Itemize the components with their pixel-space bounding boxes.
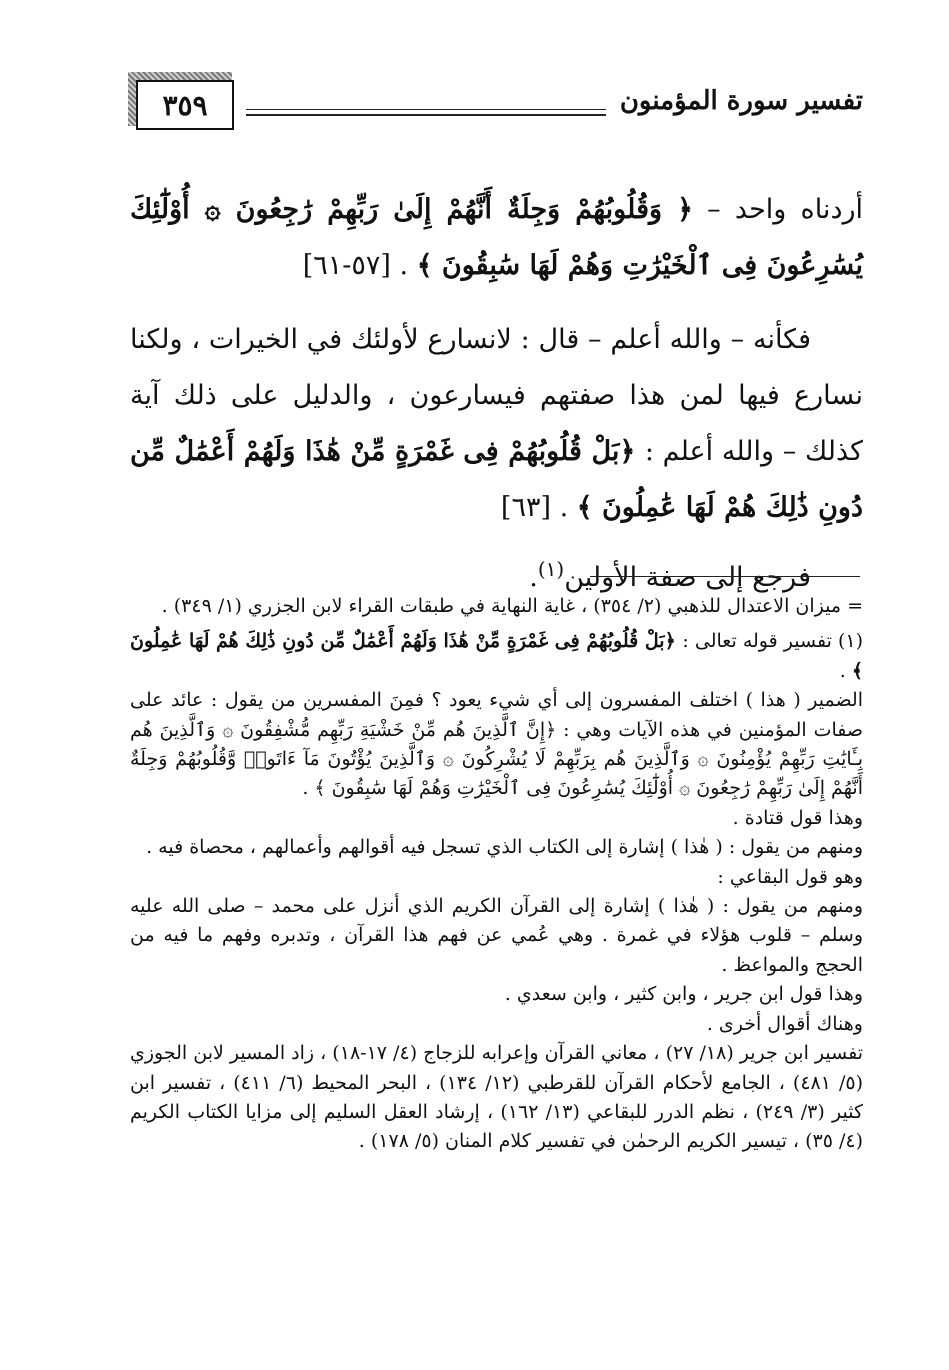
running-title: تفسير سورة المؤمنون: [619, 86, 863, 116]
footnote-line: وهذا قول ابن جرير ، وابن كثير ، وابن سعدي .: [504, 983, 863, 1006]
paragraph-3-end: .: [529, 562, 538, 593]
page-number-box: [128, 72, 240, 134]
footnote-sources: تفسير ابن جرير (١٨/ ٢٧) ، معاني القرآن وإعرابه للزجاج (٤/ ١٧-١٨) ، زاد المسير لابن الجوزي (٥/ ٤٨١) ، الجامع لأحكام القرآن للقرطبي (١٢/ ١٣٤) ، البحر المحيط (٦/ ٤١١) ، تفسير ابن كثير (٣/ ٢٤٩) ، نظم الدرر للبقاعي (١٣/ ١٦٢) ، إرشاد العقل السليم إلى مزايا الكتاب الكريم (٤/ ٣٥) ، تيسير الكريم الرحمٰن في تفسير كلام المنان (٥/ ١٧٨) .: [130, 1042, 863, 1153]
footnote-line: الضمير ( هذا ) اختلف المفسرون إلى أي شيء يعود ؟ فمِنَ المفسرين من يقول : عائد على صفات المؤمنين في هذه الآيات وهي : ﴿إِنَّ ٱلَّذِينَ هُم مِّنْ خَشْيَةِ رَبِّهِم مُّشْفِقُونَ ۞ وَٱلَّذِينَ هُم بِـَٔايَٰتِ رَبِّهِمْ يُؤْمِنُونَ ۞ وَٱلَّذِينَ هُم بِرَبِّهِمْ لَا يُشْرِكُونَ ۞ وَٱلَّذِينَ يُؤْتُونَ مَآ ءَاتَوا۟ وَّقُلُوبُهُمْ وَجِلَةٌ أَنَّهُمْ إِلَىٰ رَبِّهِمْ رَٰجِعُونَ ۞ أُوْلَٰٓئِكَ يُسَٰرِعُونَ فِى ٱلْخَيْرَٰتِ وَهُمْ لَهَا سَٰبِقُونَ ﴾ .: [130, 689, 863, 800]
footnote-line: وهناك أقوال أخرى .: [706, 1012, 863, 1035]
footnote-continuation: = ميزان الاعتدال للذهبي (٢/ ٣٥٤) ، غاية النهاية في طبقات القراء لابن الجزري (١/ ٣٤٩) .: [161, 595, 863, 617]
footnote-reference: (١): [537, 557, 565, 581]
paragraph-1-lead: أردناه واحد –: [692, 194, 864, 225]
quran-verse: ﴿ وَقُلُوبُهُمْ وَجِلَةٌ أَنَّهُمْ إِلَىٰ رَبِّهِمْ رَٰجِعُونَ ۞ أُوْلَٰٓئِكَ يُسَٰرِعُونَ فِى ٱلْخَيْرَٰتِ وَهُمْ لَهَا سَٰبِقُونَ ﴾: [130, 194, 863, 281]
header-rule-thick: [246, 114, 606, 116]
footnote-1-end: .: [839, 659, 852, 682]
verse-reference: . [٥٧-٦١]: [302, 250, 417, 281]
main-text: [130, 182, 863, 606]
footnote-1-lead: (١) تفسير قوله تعالى :: [682, 630, 863, 653]
page-number: ٣٥٩: [136, 80, 234, 130]
quran-verse: ﴿بَلْ قُلُوبُهُمْ فِى غَمْرَةٍ مِّنْ هَٰذَا وَلَهُمْ أَعْمَٰلٌ مِّن دُونِ ذَٰلِكَ هُمْ لَهَا عَٰمِلُونَ ﴾: [130, 630, 863, 682]
paragraph-2: [130, 312, 863, 536]
footnote-separator: [590, 576, 860, 577]
footnote-line: ومنهم من يقول : ( هٰذا ) إشارة إلى القرآن الكريم الذي أنزل على محمد – صلى الله عليه وسلم – قلوب هؤلاء في غمرة . وهي عُمي عن فهم هذا القرآن ، وتدبره وفهم ما فيه من الحجج والمواعظ .: [130, 895, 863, 976]
footnote-1: [130, 627, 863, 686]
paragraph-1: [130, 182, 863, 294]
footnote-line: وهو قول البقاعي :: [717, 865, 863, 888]
footnote-line: ومنهم من يقول : ( هٰذا ) إشارة إلى الكتاب الذي تسجل فيه أقوالهم وأعمالهم ، محصاة فيه .: [146, 836, 863, 859]
paragraph-2-text: فكأنه – والله أعلم – قال : لانسارع لأولئك في الخيرات ، ولكنا نسارع فيها لمن هذا صفتهم فيسارعون ، والدليل على ذلك آية كذلك – والله أعلم :: [130, 324, 863, 467]
footnote-line: وهذا قول قتادة .: [732, 806, 863, 829]
verse-reference: . [٦٣]: [500, 492, 577, 523]
quran-verse: ﴿بَلْ قُلُوبُهُمْ فِى غَمْرَةٍ مِّنْ هَٰذَا وَلَهُمْ أَعْمَٰلٌ مِّن دُونِ ذَٰلِكَ هُمْ لَهَا عَٰمِلُونَ ﴾: [130, 436, 863, 523]
header-rule: [246, 109, 606, 110]
paragraph-3-text: فرجع إلى صفة الأولين: [564, 562, 811, 593]
footnotes: [130, 592, 863, 1332]
